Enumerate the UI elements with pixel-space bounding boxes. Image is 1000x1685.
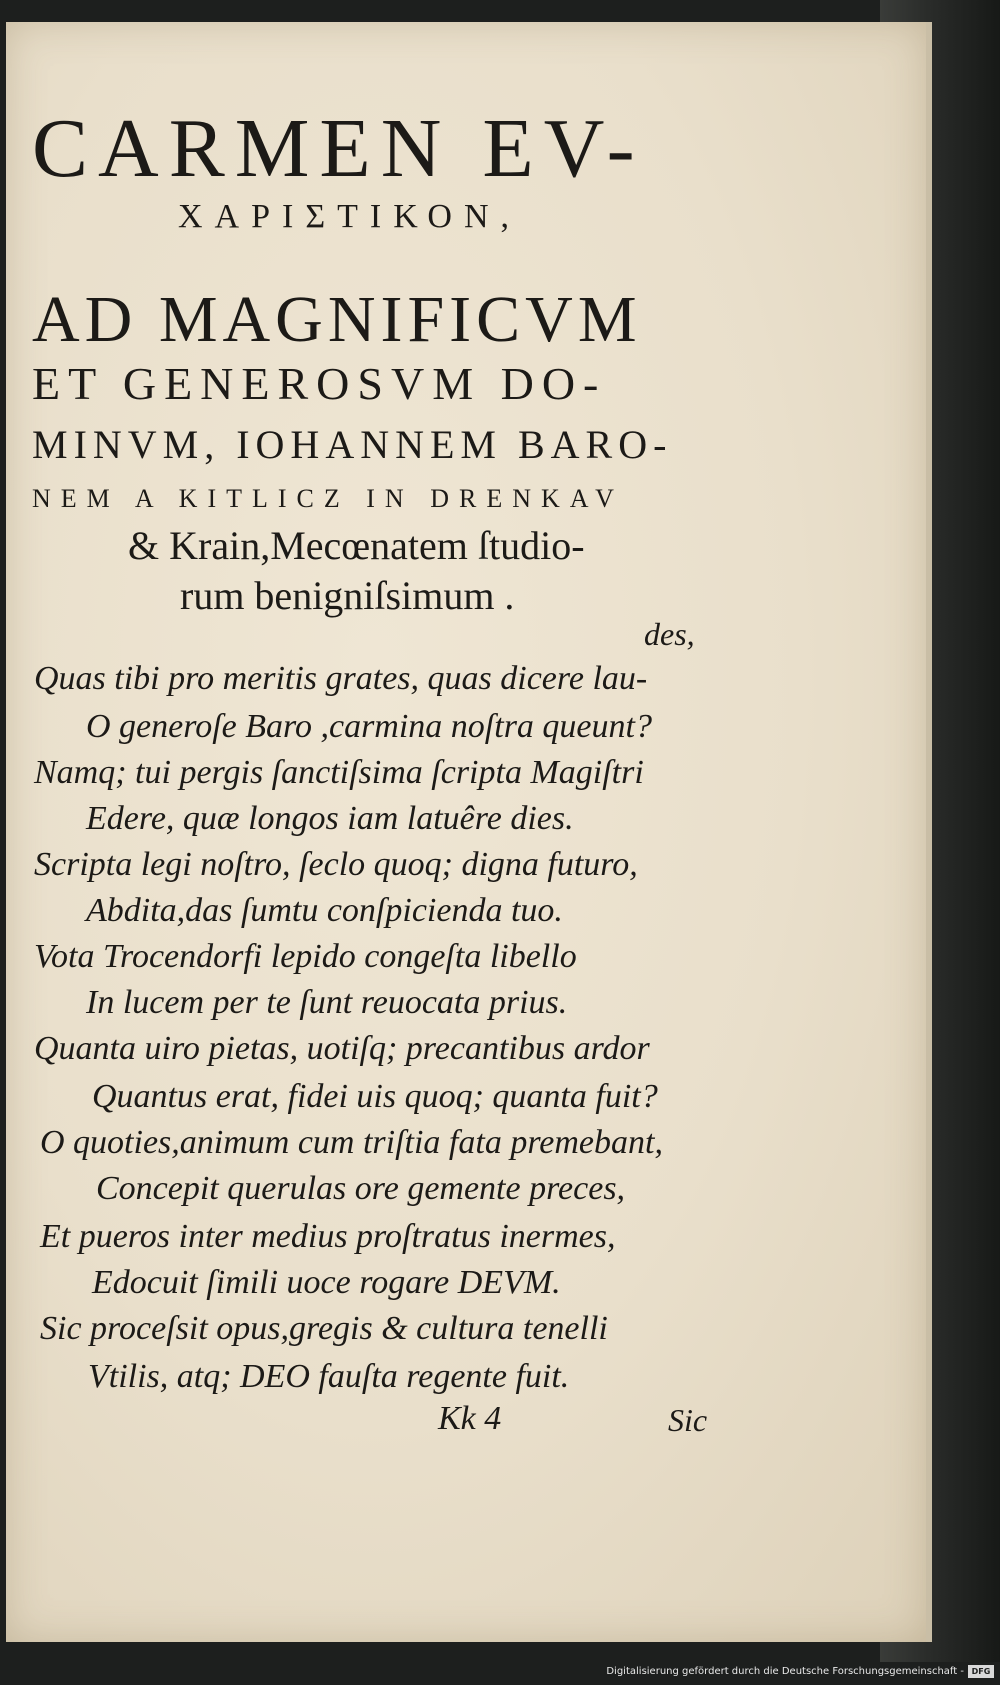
dedication-line-2: ET GENEROSVM DO- xyxy=(32,358,607,409)
dedication-line-4: NEM A KITLICZ IN DRENKAV xyxy=(32,484,624,513)
title-line-2-greek: ΧΑΡΙΣΤΙΚΟΝ, xyxy=(178,198,522,235)
verse-line: Et pueros inter medius proſtratus inermes, xyxy=(40,1218,616,1255)
verse-line: Edere, quæ longos iam latuêre dies. xyxy=(86,800,574,837)
verse-line: Quantus erat, fidei uis quoq; quanta fuit? xyxy=(92,1078,658,1115)
verse-line: Scripta legi noſtro, ſeclo quoq; digna futuro, xyxy=(34,846,638,883)
verse-line: O generoſe Baro ,carmina noſtra queunt? xyxy=(86,708,652,745)
dfg-logo: DFG xyxy=(968,1665,994,1678)
dedication-line-6: rum benigniſsimum . xyxy=(180,573,515,618)
dedication-line-1: AD MAGNIFICVM xyxy=(32,283,642,356)
digitization-credit: Digitalisierung gefördert durch die Deutsche Forschungsgemeinschaft - xyxy=(606,1666,964,1677)
catchword-top: des, xyxy=(644,616,695,652)
verse-line: In lucem per te ſunt reuocata prius. xyxy=(86,984,568,1021)
verse-line: Vota Trocendorfi lepido congeſta libello xyxy=(34,938,577,975)
verse-line: Sic proceſsit opus,gregis & cultura tenelli xyxy=(40,1310,608,1347)
verse-line: Namq; tui pergis ſanctiſsima ſcripta Magiſtri xyxy=(34,754,644,791)
verse-line: Edocuit ſimili uoce rogare DEVM. xyxy=(92,1264,561,1301)
verse-line: O quoties,animum cum triſtia fata premebant, xyxy=(40,1124,663,1161)
verse-line: Abdita,das ſumtu conſpicienda tuo. xyxy=(86,892,563,929)
dedication-line-5: & Krain,Mecœnatem ſtudio- xyxy=(128,523,585,568)
verse-line: Concepit querulas ore gemente preces, xyxy=(96,1170,626,1207)
title-line-1: CARMEN EV- xyxy=(32,102,645,195)
verse-line: Quanta uiro pietas, uotiſq; precantibus ardor xyxy=(34,1030,650,1067)
verse-line: Vtilis, atq; DEO fauſta regente fuit. xyxy=(88,1358,570,1395)
signature-mark: Kk 4 xyxy=(438,1400,502,1437)
dedication-line-3: MINVM, IOHANNEM BARO- xyxy=(32,422,673,467)
verse-line: Quas tibi pro meritis grates, quas dicere lau- xyxy=(34,660,648,697)
catchword-bottom: Sic xyxy=(668,1402,708,1438)
